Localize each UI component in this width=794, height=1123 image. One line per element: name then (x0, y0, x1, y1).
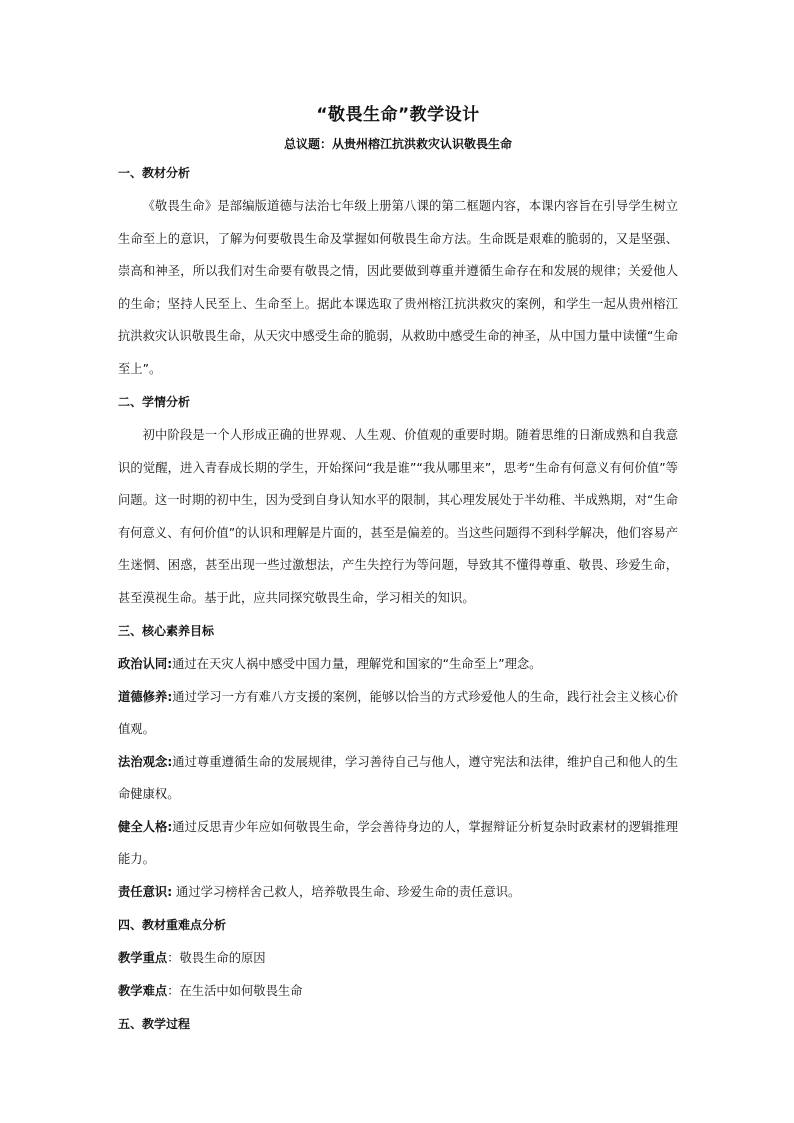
goal-text: 通过反思青少年应如何敬畏生命，学会善待身边的人，掌握辩证分析复杂时政素材的逻辑推理能力。 (118, 819, 678, 866)
document-subtitle: 总议题：从贵州榕江抗洪救灾认识敬畏生命 (283, 137, 512, 151)
goal-label: 政治认同: (118, 657, 173, 671)
goal-item-law (118, 746, 678, 811)
goal-label: 道德修养: (118, 689, 173, 704)
difficult-point-label: 教学难点 (118, 983, 168, 998)
goal-item-responsibility (118, 876, 678, 909)
goal-item-personality (118, 811, 678, 876)
section-body-student-analysis: 初中阶段是一个人形成正确的世界观、人生观、价值观的重要时期。随着思维的日渐成熟和自我意识的觉醒，进入青春成长期的学生，开始探问“我是谁”“我从哪里来”，思考“生命有何意义有何价值”等问题。这一时期的初中生，因为受到自身认知水平的限制，其心理发展处于半幼稚、半成熟期，对“生命有何意义、有何价值”的认识和理解是片面的，甚至是偏差的。当这些问题得不到科学解决，他们容易产生迷惘、困惑，甚至出现一些过激想法，产生失控行为等问题，导致其不懂得尊重、敬畏、珍爱生命，甚至漠视生命。基于此，应共同探究敬畏生命，学习相关的知识。 (118, 428, 678, 605)
difficult-point-text: ：在生活中如何敬畏生命 (167, 983, 303, 998)
goal-text: 通过学习榜样舍己救人，培养敬畏生命、珍爱生命的责任意识。 (172, 884, 521, 899)
key-point-item (118, 942, 678, 975)
difficult-point-item (118, 975, 678, 1008)
section-heading-textbook-analysis: 一、教材分析 (118, 166, 191, 180)
section-heading-core-goals: 三、核心素养目标 (118, 624, 215, 638)
key-point-label: 教学重点 (118, 951, 168, 965)
goal-text: 通过在天灾人祸中感受中国力量，理解党和国家的“生命至上”理念。 (172, 657, 542, 671)
section-heading-student-analysis: 二、学情分析 (118, 395, 191, 409)
goal-item-political (118, 648, 678, 681)
document-title: “敬畏生命”教学设计 (316, 105, 480, 125)
goal-label: 责任意识: (118, 884, 173, 899)
goal-text: 通过尊重遵循生命的发展规律，学习善待自己与他人，遵守宪法和法律，维护自己和他人的生命健康权。 (118, 754, 678, 801)
section-heading-teaching-process: 五、教学过程 (118, 1017, 191, 1031)
goal-text: 通过学习一方有难八方支援的案例，能够以恰当的方式珍爱他人的生命，践行社会主义核心价值观。 (118, 689, 678, 736)
goal-label: 法治观念: (118, 754, 173, 769)
section-heading-key-points: 四、教材重难点分析 (118, 918, 227, 932)
section-body-textbook-analysis: 《敬畏生命》是部编版道德与法治七年级上册第八课的第二框题内容，本课内容旨在引导学生树立生命至上的意识，了解为何要敬畏生命及掌握如何敬畏生命方法。生命既是艰难的脆弱的，又是坚强、崇高和神圣，所以我们对生命要有敬畏之情，因此要做到尊重并遵循生命存在和发展的规律；关爱他人的生命；坚持人民至上、生命至上。据此本课选取了贵州榕江抗洪救灾的案例，和学生一起从贵州榕江抗洪救灾认识敬畏生命，从天灾中感受生命的脆弱，从救助中感受生命的神圣，从中国力量中读懂“生命至上”。 (118, 199, 678, 376)
goal-label: 健全人格: (118, 819, 173, 834)
goal-item-moral (118, 681, 678, 746)
document-page (118, 100, 678, 1041)
key-point-text: ：敬畏生命的原因 (167, 951, 266, 965)
